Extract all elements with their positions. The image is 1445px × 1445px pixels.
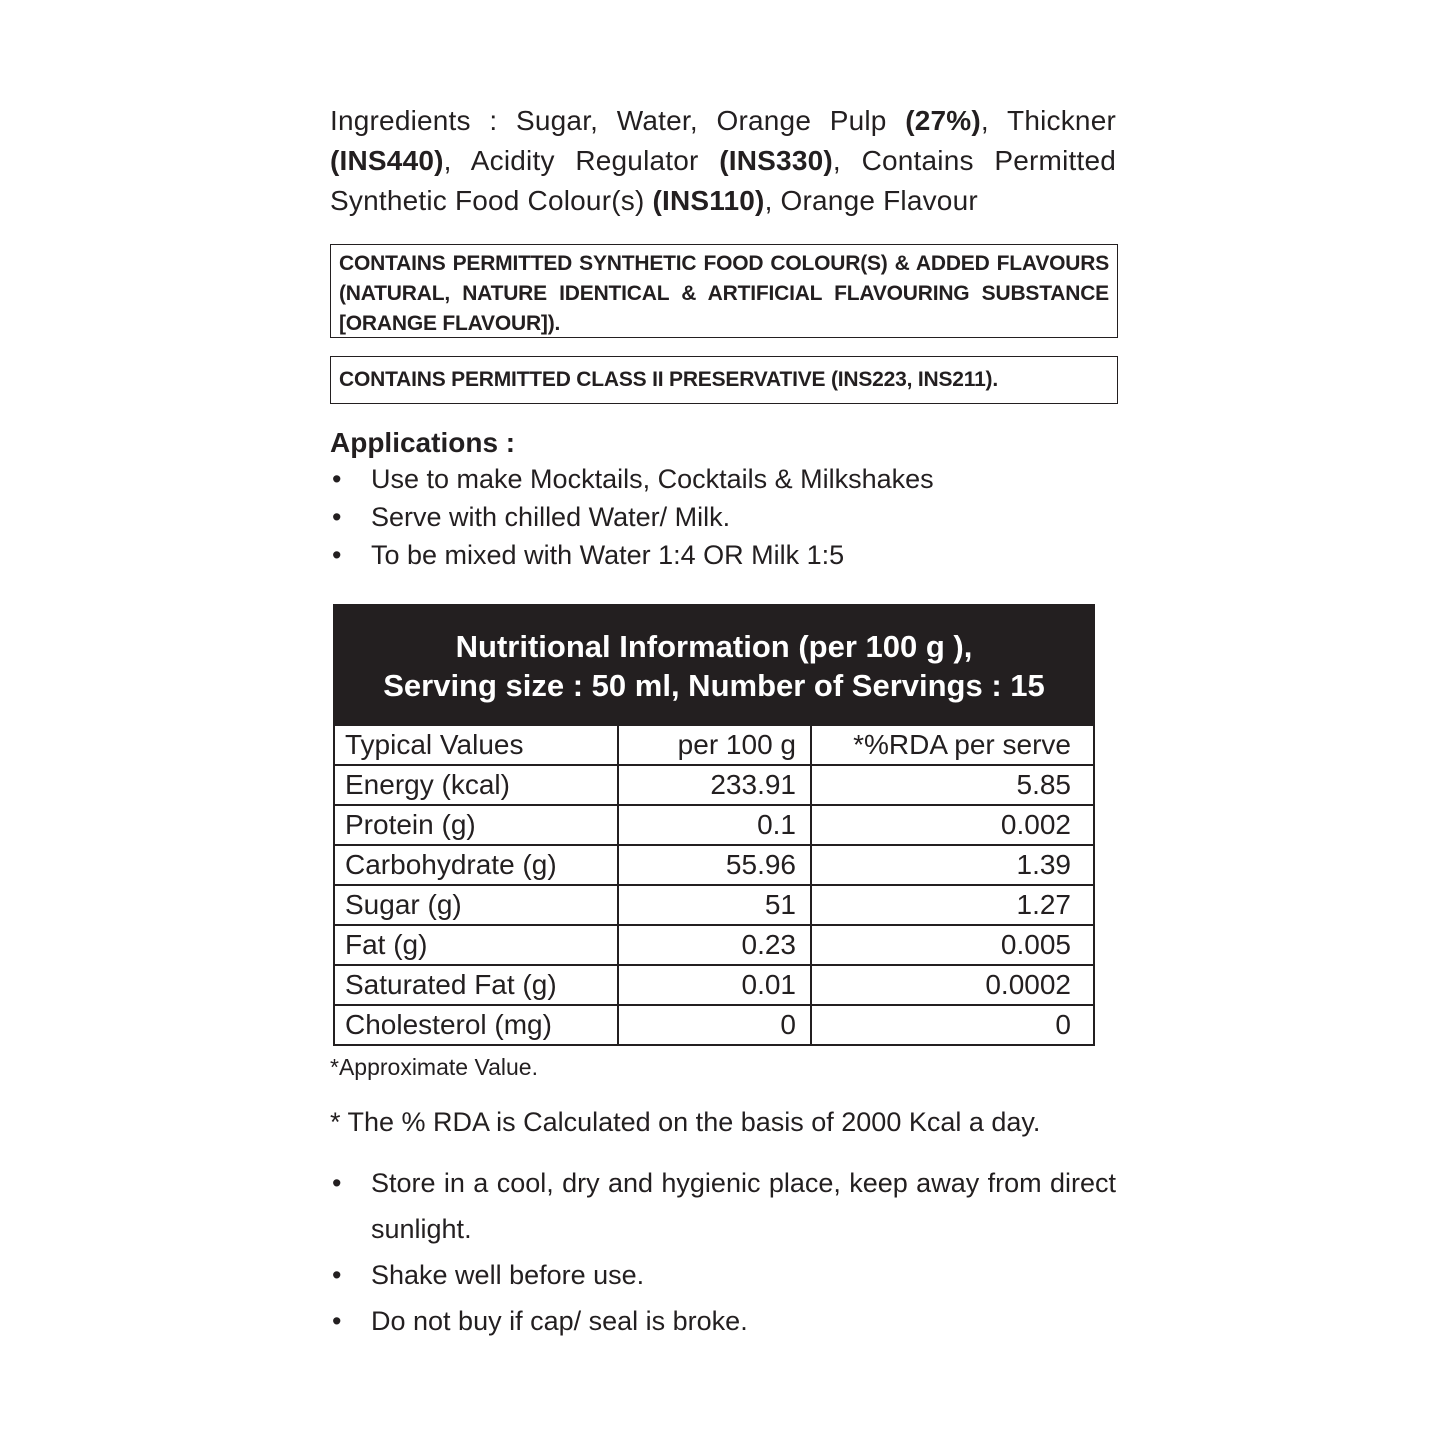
table-cell: 0.0002 [811, 965, 1094, 1005]
table-row [334, 965, 1094, 1005]
ingredients-label: Ingredients : [330, 105, 498, 136]
list-item-text: Do not buy if cap/ seal is broke. [371, 1306, 748, 1336]
table-cell: Cholesterol (mg) [334, 1005, 618, 1045]
table-row [334, 925, 1094, 965]
colours-notice-box: CONTAINS PERMITTED SYNTHETIC FOOD COLOUR(S) & ADDED FLAVOURS (NATURAL, NATURE IDENTICAL & ARTIFICIAL FLAVOURING SUBSTANCE [ORANGE FLAVOUR]). [330, 244, 1118, 338]
list-item [330, 498, 1116, 536]
table-cell: 0 [618, 1005, 811, 1045]
ingredients-bold: (INS110) [652, 185, 765, 216]
storage-list [330, 1160, 1116, 1344]
ingredients-text [330, 101, 1116, 221]
table-cell: 0.002 [811, 805, 1094, 845]
approximate-note: *Approximate Value. [330, 1054, 538, 1080]
ingredients-bold: (INS330) [719, 145, 833, 176]
nutrition-title-line: Nutritional Information (per 100 g ), [455, 629, 973, 664]
bullet-icon: • [332, 1168, 342, 1198]
bullet-icon: • [332, 502, 342, 532]
list-item [330, 1298, 1116, 1344]
table-cell: 0.005 [811, 925, 1094, 965]
bullet-icon: • [332, 1306, 342, 1336]
list-item [330, 536, 1116, 574]
table-cell: 1.27 [811, 885, 1094, 925]
applications-list [330, 460, 1116, 574]
bullet-icon: • [332, 464, 342, 494]
list-item [330, 1160, 1116, 1252]
table-cell: Fat (g) [334, 925, 618, 965]
table-cell: 0 [811, 1005, 1094, 1045]
table-cell: Sugar (g) [334, 885, 618, 925]
table-cell: 5.85 [811, 765, 1094, 805]
list-item [330, 1252, 1116, 1298]
table-cell: Carbohydrate (g) [334, 845, 618, 885]
list-item-text: Use to make Mocktails, Cocktails & Milkshakes [371, 464, 934, 494]
column-header: *%RDA per serve [811, 725, 1094, 765]
table-header-row [334, 725, 1094, 765]
list-item-text: Shake well before use. [371, 1260, 645, 1290]
table-cell: 55.96 [618, 845, 811, 885]
table-cell: 1.39 [811, 845, 1094, 885]
list-item-text: Serve with chilled Water/ Milk. [371, 502, 731, 532]
rda-note: * The % RDA is Calculated on the basis of 2000 Kcal a day. [330, 1107, 1041, 1137]
bullet-icon: • [332, 540, 342, 570]
nutrition-title-line: Serving size : 50 ml, Number of Servings : 15 [383, 668, 1045, 703]
preservative-notice-box: CONTAINS PERMITTED CLASS II PRESERVATIVE (INS223, INS211). [330, 356, 1118, 404]
ingredients-bold: (27%) [905, 105, 981, 136]
table-cell: Protein (g) [334, 805, 618, 845]
table-cell: Saturated Fat (g) [334, 965, 618, 1005]
ingredients-bold: (INS440) [330, 145, 444, 176]
ingredients-part: , Orange Flavour [764, 185, 978, 216]
list-item [330, 460, 1116, 498]
nutrition-header-row [334, 605, 1094, 725]
list-item-text: Store in a cool, dry and hygienic place, keep away from direct sunlight. [371, 1168, 1116, 1244]
ingredients-part: Sugar, Water, Orange Pulp [497, 105, 906, 136]
nutrition-table [333, 604, 1095, 1046]
nutrition-title [334, 605, 1094, 725]
list-item-text: To be mixed with Water 1:4 OR Milk 1:5 [371, 540, 845, 570]
table-row [334, 805, 1094, 845]
table-cell: 0.23 [618, 925, 811, 965]
bullet-icon: • [332, 1260, 342, 1290]
ingredients-part: , Acidity Regulator [443, 145, 720, 176]
applications-title: Applications : [330, 427, 516, 458]
table-cell: 233.91 [618, 765, 811, 805]
table-row [334, 765, 1094, 805]
table-cell: 0.1 [618, 805, 811, 845]
table-row [334, 1005, 1094, 1045]
table-row [334, 885, 1094, 925]
column-header: Typical Values [334, 725, 618, 765]
table-row [334, 845, 1094, 885]
table-cell: 51 [618, 885, 811, 925]
column-header: per 100 g [618, 725, 811, 765]
table-cell: Energy (kcal) [334, 765, 618, 805]
ingredients-part: , Contains Permitted Synthetic Food Colour(s) [330, 145, 1116, 216]
table-cell: 0.01 [618, 965, 811, 1005]
ingredients-part: , Thickner [980, 105, 1116, 136]
